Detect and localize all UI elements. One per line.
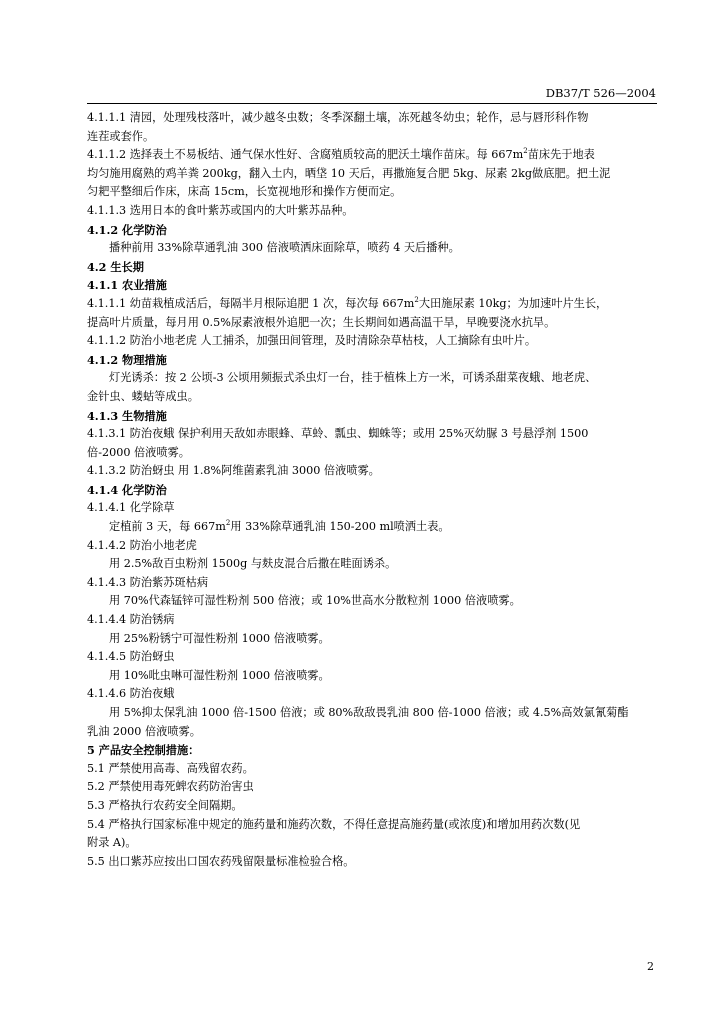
text-run: 4.1.1.2 选择表土不易板结、通气保水性好、含腐殖质较高的肥沃土壤作苗床。每 667m (87, 148, 524, 162)
section-heading: 4.1.2 化学防治 (87, 222, 167, 237)
paragraph-line: 4.1.1.2 防治小地老虎 人工捕杀，加强田间管理，及时清除杂草枯枝，人工摘除有虫叶片。 (87, 334, 537, 348)
section-heading: 4.1.1 农业措施 (87, 278, 167, 293)
paragraph-line: 4.1.4.5 防治蚜虫 (87, 650, 175, 664)
paragraph-line: 用 10%吡虫啉可湿性粉剂 1000 倍液喷雾。 (109, 668, 330, 682)
paragraph-line: 连茬或套作。 (87, 129, 155, 143)
paragraph-line (87, 518, 657, 537)
text-run: 苗床先于地表 (527, 148, 595, 162)
paragraph-line: 4.1.4.3 防治紫苏斑枯病 (87, 575, 209, 589)
paragraph-line: 4.1.4.4 防治锈病 (87, 613, 175, 627)
section-heading: 4.2 生长期 (87, 259, 144, 274)
text-run: 4.1.1.1 幼苗栽植成活后，每隔半月根际追肥 1 次，每次每 667m (87, 296, 415, 310)
paragraph-line: 4.1.3.1 防治夜蛾 保护利用天敌如赤眼蜂、草蛉、瓢虫、蜘蛛等；或用 25%灭幼脲 3 号悬浮剂 1500 (87, 427, 589, 441)
paragraph-line: 5.2 严禁使用毒死蜱农药防治害虫 (87, 780, 254, 794)
text-run: 定植前 3 天，每 667m (109, 520, 226, 534)
superscript: 2 (414, 295, 419, 304)
paragraph-line: 5.4 严格执行国家标准中规定的施药量和施药次数，不得任意提高施药量(或浓度)和增加用药次数(见 (87, 817, 581, 831)
superscript: 2 (523, 147, 528, 156)
document-body (87, 109, 657, 871)
standard-number: DB37/T 526—2004 (545, 86, 656, 100)
paragraph-line: 4.1.3.2 防治蚜虫 用 1.8%阿维菌素乳油 3000 倍液喷雾。 (87, 464, 380, 478)
section-heading: 5 产品安全控制措施： (87, 743, 200, 758)
paragraph-line: 提高叶片质量，每月用 0.5%尿素液根外追肥一次；生长期间如遇高温干旱，早晚要浇水抗旱。 (87, 315, 556, 329)
paragraph-line: 金针虫、蝼蛄等成虫。 (87, 389, 199, 403)
text-run: 大田施尿素 10kg；为加速叶片生长， (418, 296, 608, 310)
paragraph-line: 用 5%抑太保乳油 1000 倍-1500 倍液；或 80%敌敌畏乳油 800 倍-1000 倍液；或 4.5%高效氯氰菊酯 (109, 706, 629, 719)
paragraph-line: 匀耙平整细后作床，床高 15cm，长宽视地形和操作方便而定。 (87, 185, 402, 199)
paragraph-line: 4.1.4.6 防治夜蛾 (87, 687, 175, 701)
section-heading: 4.1.3 生物措施 (87, 408, 167, 423)
superscript: 2 (225, 519, 231, 528)
paragraph-line: 用 2.5%敌百虫粉剂 1500g 与麸皮混合后撒在畦面诱杀。 (109, 557, 397, 571)
paragraph-line: 倍-2000 倍液喷雾。 (87, 445, 190, 459)
section-heading: 4.1.4 化学防治 (87, 482, 167, 497)
paragraph-line: 4.1.1.1 清园，处理残枝落叶，减少越冬虫数；冬季深翻土壤，冻死越冬幼虫；轮作，忌与唇形科作物 (87, 111, 589, 124)
text-run: 用 33%除草通乳油 150-200 ml喷洒土表。 (230, 520, 450, 534)
header-divider (87, 103, 657, 104)
paragraph-line: 灯光诱杀：按 2 公顷-3 公顷用频振式杀虫灯一台，挂于植株上方一米，可诱杀甜菜夜蛾、地老虎、 (109, 371, 597, 385)
paragraph-line: 4.1.4.2 防治小地老虎 (87, 538, 197, 552)
paragraph-line: 5.1 严禁使用高毒、高残留农药。 (87, 761, 254, 775)
paragraph-line: 播种前用 33%除草通乳油 300 倍液喷洒床面除草，喷药 4 天后播种。 (109, 241, 460, 255)
paragraph-line (87, 146, 657, 165)
paragraph-line: 乳油 2000 倍液喷雾。 (87, 724, 201, 738)
paragraph-line: 4.1.1.3 选用日本的食叶紫苏或国内的大叶紫苏品种。 (87, 203, 354, 217)
paragraph-line: 4.1.4.1 化学除草 (87, 501, 175, 515)
paragraph-line (87, 295, 657, 314)
paragraph-line: 附录 A)。 (87, 836, 137, 850)
paragraph-line: 用 25%粉锈宁可湿性粉剂 1000 倍液喷雾。 (109, 631, 330, 645)
paragraph-line: 用 70%代森锰锌可湿性粉剂 500 倍液；或 10%世高水分散粒剂 1000 倍液喷雾。 (109, 594, 521, 608)
page-number: 2 (647, 960, 654, 973)
paragraph-line: 5.5 出口紫苏应按出口国农药残留限量标准检验合格。 (87, 854, 355, 868)
paragraph-line: 5.3 严格执行农药安全间隔期。 (87, 798, 243, 812)
paragraph-line: 均匀施用腐熟的鸡羊粪 200kg，翻入土内，晒垡 10 天后，再撒施复合肥 5kg、尿素 2kg做底肥。把土泥 (87, 166, 611, 180)
section-heading: 4.1.2 物理措施 (87, 352, 167, 367)
